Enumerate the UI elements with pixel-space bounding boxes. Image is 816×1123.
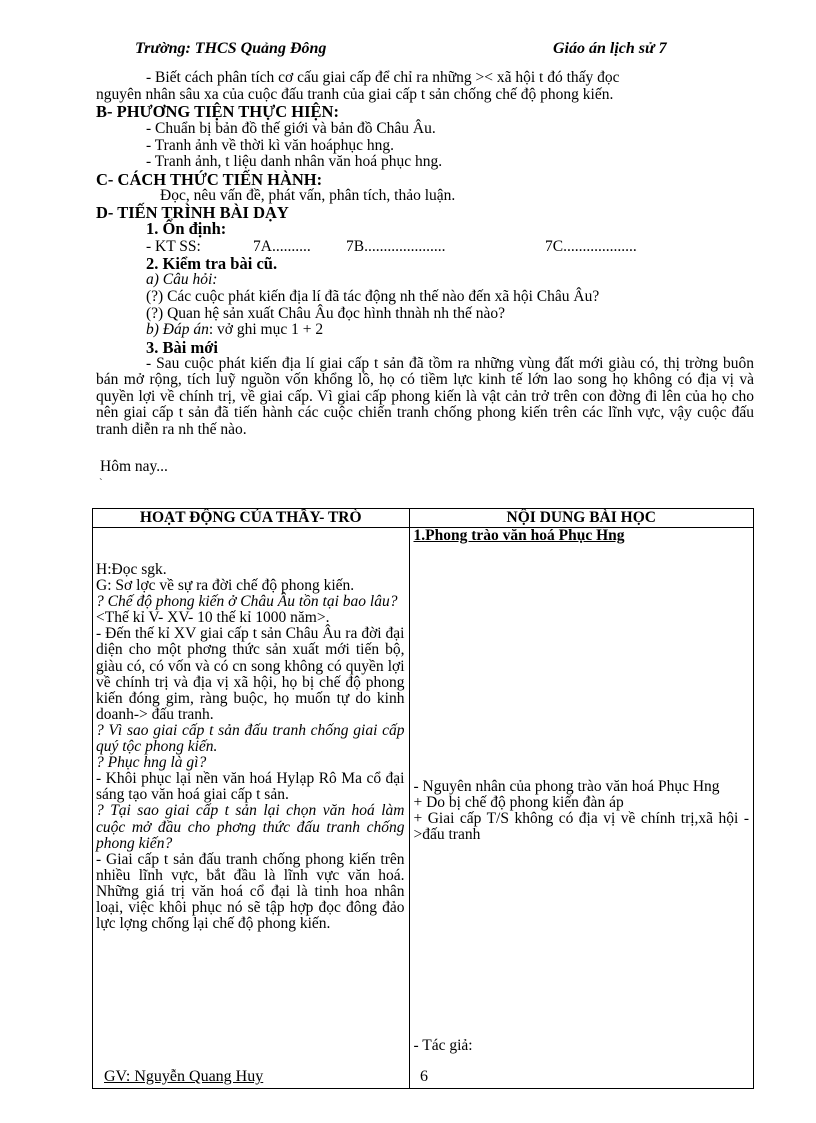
answer-line <box>146 322 323 338</box>
section-b-item: - Tranh ảnh về thời kì văn hoáphục hng. <box>146 137 394 154</box>
header-lesson-content: NỘI DUNG BÀI HỌC <box>409 509 754 528</box>
answer-text: : vở ghi mục 1 + 2 <box>208 321 324 338</box>
question-2: (?) Quan hệ sản xuất Châu Âu đọc hình thnàh nh thế nào? <box>146 305 505 322</box>
content-line: - Tác giả: <box>413 1036 473 1054</box>
class-7a: 7A.......... <box>253 238 311 255</box>
question-label: a) Câu hỏi: <box>146 271 218 288</box>
answer-label: b) Đáp án <box>146 321 209 338</box>
activity-question: ? Tại sao giai cấp t sản lại chọn văn hoá làm cuộc mở đầu cho phơng thức đấu tranh chống phong kiến? <box>96 802 405 852</box>
attendance-label: - KT SS: <box>146 238 201 255</box>
section-b-item: - Chuẩn bị bản đồ thế giới và bản đồ Châu Âu. <box>146 120 436 137</box>
lesson-table <box>92 508 754 1089</box>
school-name: Trường: THCS Quảng Đông <box>135 40 327 57</box>
stray-mark: ` <box>99 477 103 489</box>
class-7c: 7C................... <box>545 238 637 255</box>
subsection-2-title: 2. Kiểm tra bài cũ. <box>146 254 278 273</box>
section-b-title: B- PHƯƠNG TIỆN THỰC HIỆN: <box>96 102 339 121</box>
activity-line: - Giai cấp t sản đấu tranh chống phong kiến trên nhiều lĩnh vực, bắt đầu là lĩnh vực văn hoá. Những giá trị văn hoá cổ đại là tinh hoa nhân loại, việc khôi phục nó sẽ tập hợp đọc đông đảo lực lợng chống lại chế độ phong kiến. <box>96 850 405 933</box>
activity-cell <box>93 528 410 1089</box>
question-1: (?) Các cuộc phát kiến địa lí đã tác động nh thế nào đến xã hội Châu Âu? <box>146 288 600 305</box>
activity-line: - Khôi phục lại nền văn hoá Hylạp Rô Ma cổ đại sáng tạo văn hoá giai cấp t sản. <box>96 770 405 804</box>
subsection-1-title: 1. Ổn định: <box>146 219 227 238</box>
section-c-text: Đọc, nêu vấn đề, phát vấn, phân tích, thảo luận. <box>160 187 456 204</box>
activity-line: G: Sơ lợc về sự ra đời chế độ phong kiến. <box>96 577 355 595</box>
page-number: 6 <box>420 1068 428 1085</box>
intro-line-1: - Biết cách phân tích cơ cấu giai cấp để chỉ ra những >< xã hội t đó thấy đọc <box>146 69 620 86</box>
new-lesson-paragraph: - Sau cuộc phát kiến địa lí giai cấp t sản đã tồm ra những vùng đất mới giàu có, thị trờng buôn bán mở rộng, tích luỹ nguồn vốn khổng lồ, họ có tiềm lực kinh tế lớn lao song họ không có địa vị và quyền lợi về chính trị, về giai cấp. Vì giai cấp phong kiến là vật cản trở trên con đờng đi lên của họ cho nên giai cấp t sản đã tiến hành các cuộc chiến tranh chống phong kiến trên các lĩnh vực, vậy cuộc đấu tranh diễn ra nh thế nào. <box>96 355 754 438</box>
activity-line: - Đến thế kỉ XV giai cấp t sản Châu Âu ra đời đại diện cho một phơng thức sản xuất mới tiến bộ, giàu có, có vốn và có cn song không có quyền lợi về chính trị và địa vị xã hội, họ bị chế độ phong kiến đóng gim, ràng buộc, họ muốn tự do kinh doanh-> đấu tranh. <box>96 625 405 723</box>
activity-line: H:Đọc sgk. <box>96 561 167 578</box>
subject-title: Giáo án lịch sử 7 <box>553 40 667 57</box>
content-cell <box>409 528 754 1089</box>
content-line: - Nguyên nhân của phong trào văn hoá Phục Hng <box>413 778 720 796</box>
activity-question: ? Chế độ phong kiến ở Châu Âu tồn tại bao lâu? <box>96 593 398 611</box>
intro-line-2: nguyên nhân sâu xa của cuộc đấu tranh của giai cấp t sản chống chế độ phong kiến. <box>96 86 614 103</box>
today-text: Hôm nay... <box>100 458 168 475</box>
header-teacher-student-activity: HOẠT ĐỘNG CỦA THẦY- TRÒ <box>93 509 410 528</box>
class-7b: 7B..................... <box>346 238 446 255</box>
activity-question: ? Vì sao giai cấp t sản đấu tranh chống giai cấp quý tộc phong kiến. <box>96 721 405 756</box>
teacher-name: GV: Nguyễn Quang Huy <box>104 1068 264 1085</box>
activity-question: ? Phục hng là gì? <box>96 754 207 772</box>
content-line: + Do bị chế độ phong kiến đàn áp <box>413 794 624 812</box>
section-d-title: D- TIẾN TRÌNH BÀI DẠY <box>96 203 289 222</box>
section-b-item: - Tranh ảnh, t liệu danh nhân văn hoá phục hng. <box>146 153 443 170</box>
section-c-title: C- CÁCH THỨC TIẾN HÀNH: <box>96 170 323 189</box>
content-heading: 1.Phong trào văn hoá Phục Hng <box>413 527 625 544</box>
activity-line: <Thế kỉ V- XV- 10 thế kỉ 1000 năm>. <box>96 609 330 627</box>
subsection-3-title: 3. Bài mới <box>146 338 218 357</box>
content-line: + Giai cấp T/S không có địa vị về chính trị,xã hội ->đấu tranh <box>413 810 749 844</box>
